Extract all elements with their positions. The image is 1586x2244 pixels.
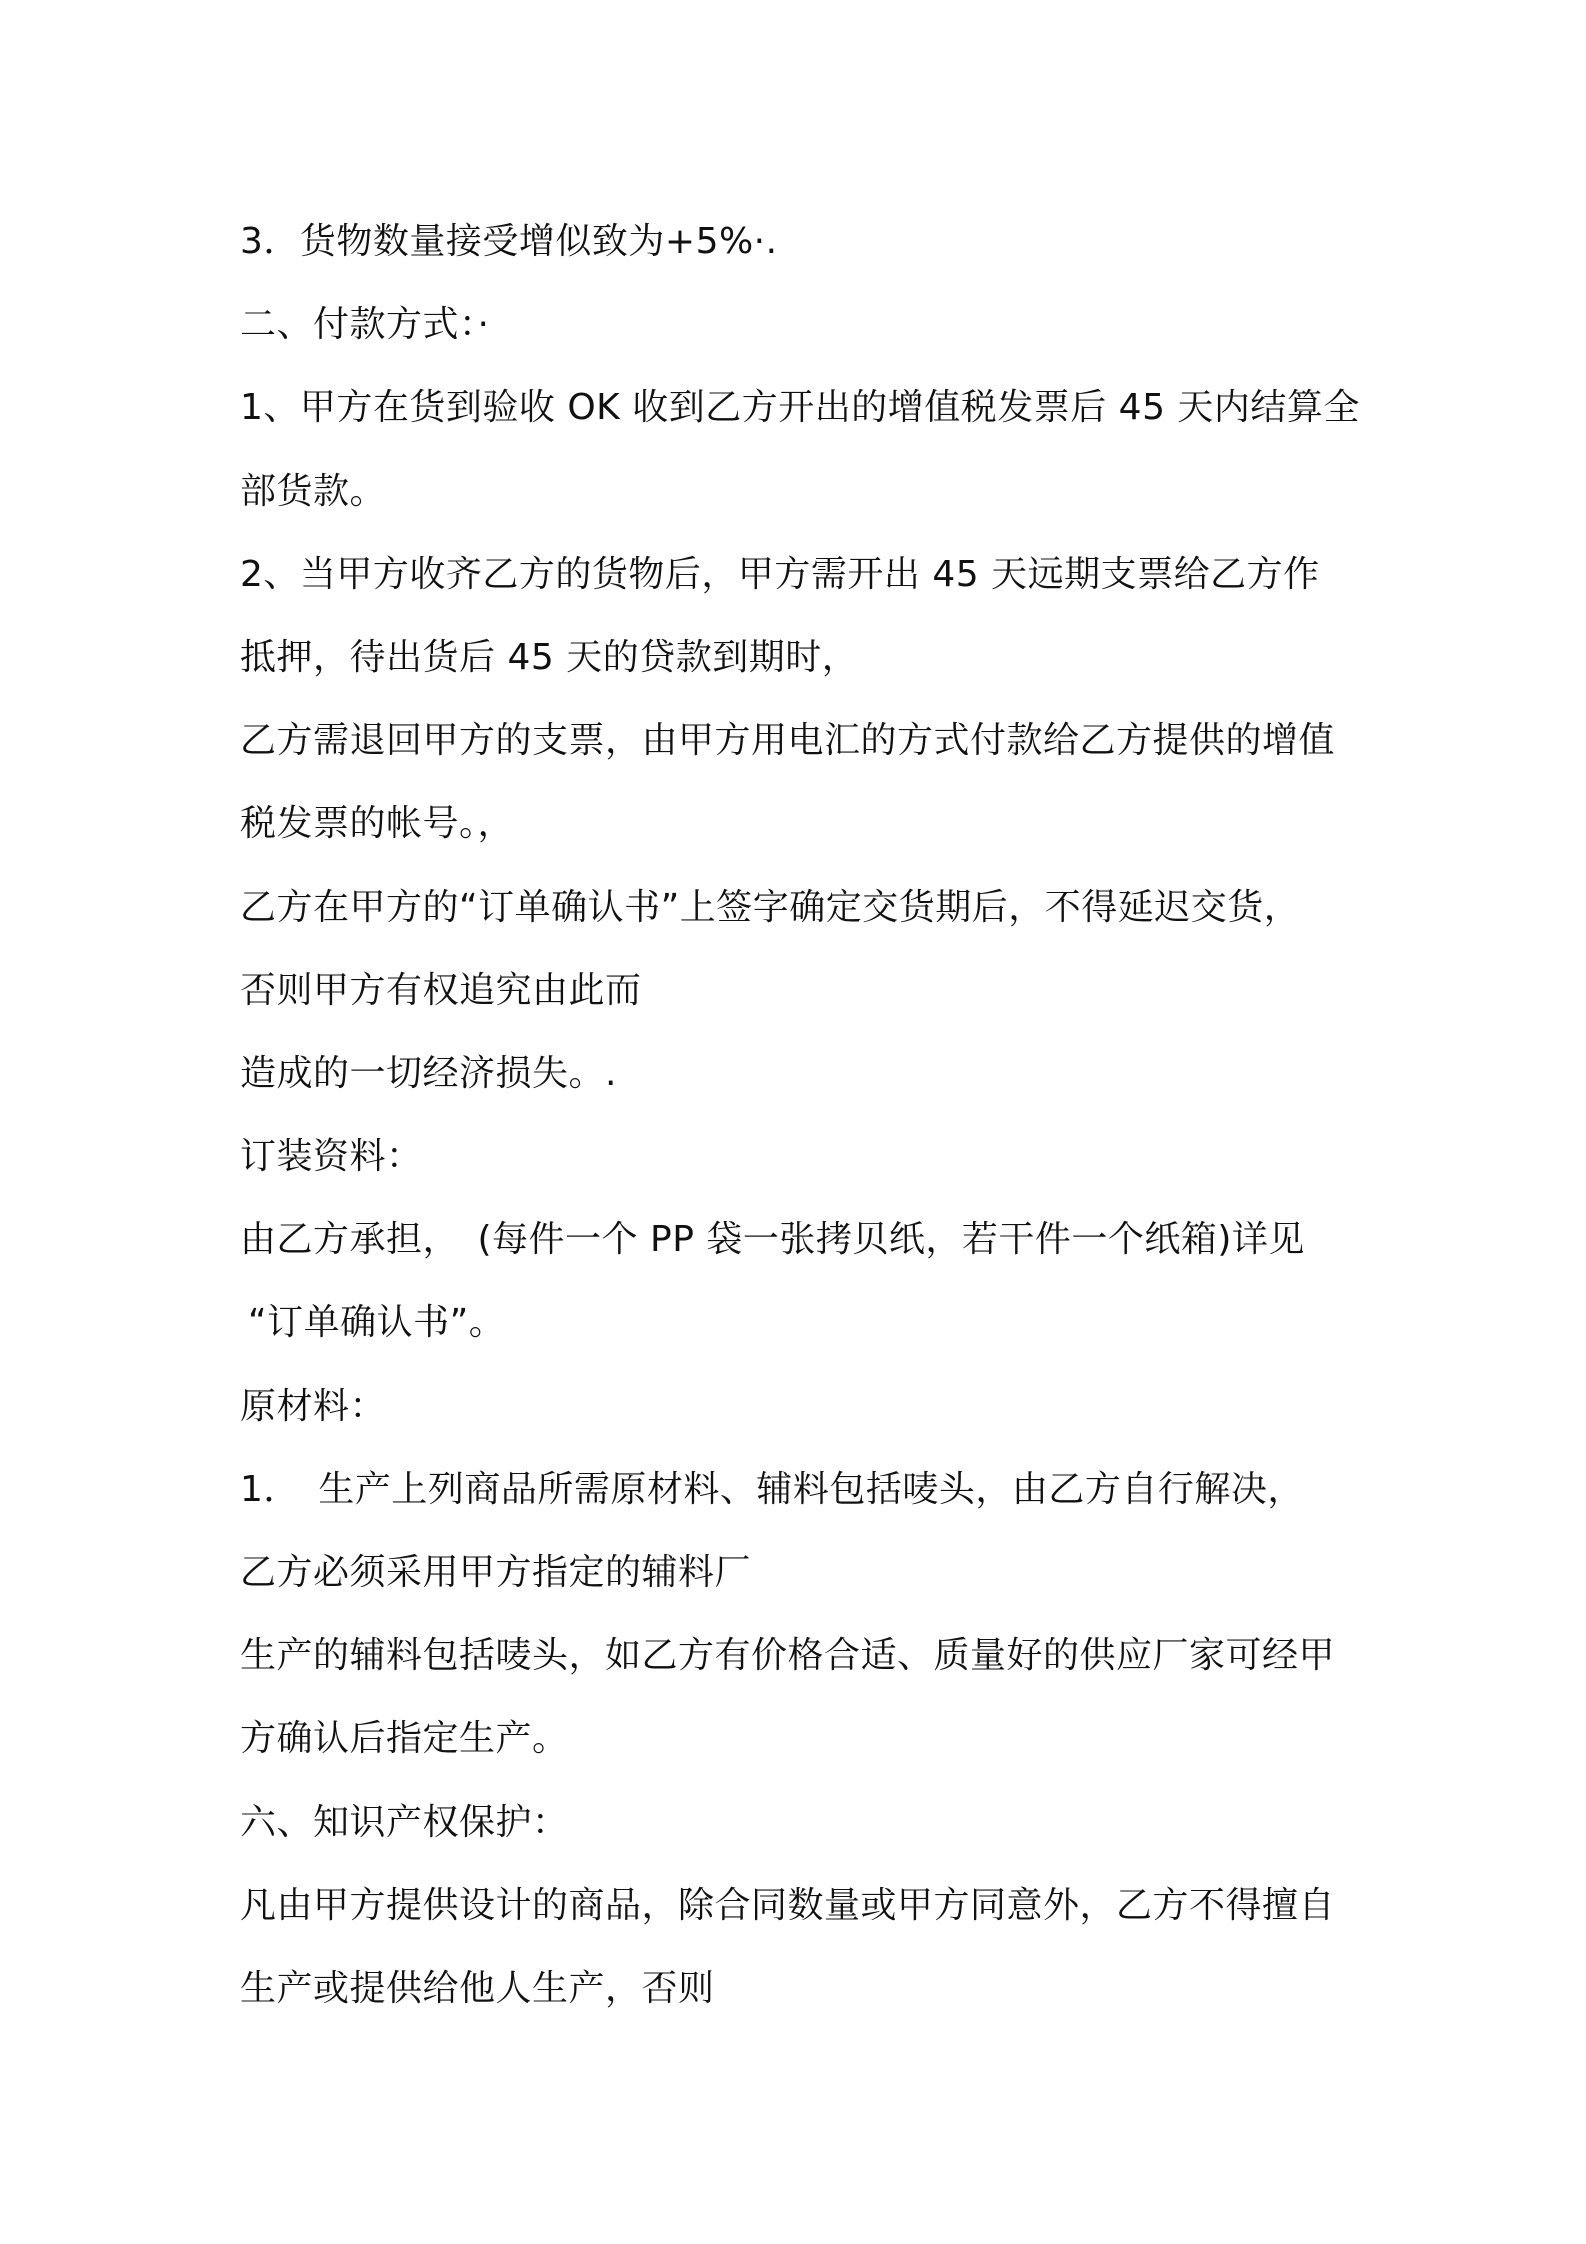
- payment-clause-2-line-2: 抵押，待出货后 45 天的贷款到期时，: [240, 636, 859, 678]
- payment-clause-2-line-4: 税发票的帐号。，: [240, 803, 515, 845]
- ip-protection-clause-line-2: 生产或提供给他人生产，否则: [240, 1967, 715, 2009]
- raw-materials-clause-1-line-1: 1． 生产上列商品所需原材料、辅料包括唛头，由乙方自行解决，: [240, 1468, 1304, 1510]
- ip-protection-clause-line-1: 凡由甲方提供设计的商品，除合同数量或甲方同意外，乙方不得擅自: [240, 1884, 1336, 1926]
- raw-materials-clause-1-line-2: 乙方必须采用甲方指定的辅料厂: [240, 1552, 752, 1593]
- payment-clause-1-line-2: 部货款。: [240, 470, 387, 512]
- raw-materials-heading: 原材料：: [240, 1385, 387, 1427]
- raw-materials-clause-1-line-3: 生产的辅料包括唛头，如乙方有价格合适、质量好的供应厂家可经甲: [240, 1635, 1336, 1677]
- packaging-heading: 订装资料：: [240, 1136, 423, 1178]
- delivery-clause-line-2: 否则甲方有权追究由此而: [240, 969, 642, 1011]
- payment-clause-1-line-1: 1、甲方在货到验收 OK 收到乙方开出的增值税发票后 45 天内结算全: [240, 387, 1360, 429]
- packaging-clause-line-1: 由乙方承担， (每件一个 PP 袋一张拷贝纸，若干件一个纸箱)详见: [240, 1219, 1305, 1261]
- document-body: [240, 200, 1370, 2030]
- raw-materials-clause-1-line-4: 方确认后指定生产。: [240, 1718, 569, 1760]
- ip-protection-heading: 六、知识产权保护：: [240, 1801, 569, 1843]
- delivery-clause-line-1: 乙方在甲方的“订单确认书”上签字确定交货期后，不得延迟交货，: [240, 886, 1301, 928]
- delivery-clause-line-3: 造成的一切经济损失。.: [240, 1052, 617, 1094]
- packaging-clause-line-2: “订单确认书”。: [248, 1302, 506, 1344]
- payment-clause-2-line-1: 2、当甲方收齐乙方的货物后，甲方需开出 45 天远期支票给乙方作: [240, 553, 1320, 595]
- clause-quantity-tolerance: 3．货物数量接受增似致为+5%·.: [240, 221, 778, 262]
- section-payment-method-heading: 二、付款方式：·: [240, 304, 490, 346]
- payment-clause-2-line-3: 乙方需退回甲方的支票，由甲方用电汇的方式付款给乙方提供的增值: [240, 720, 1336, 762]
